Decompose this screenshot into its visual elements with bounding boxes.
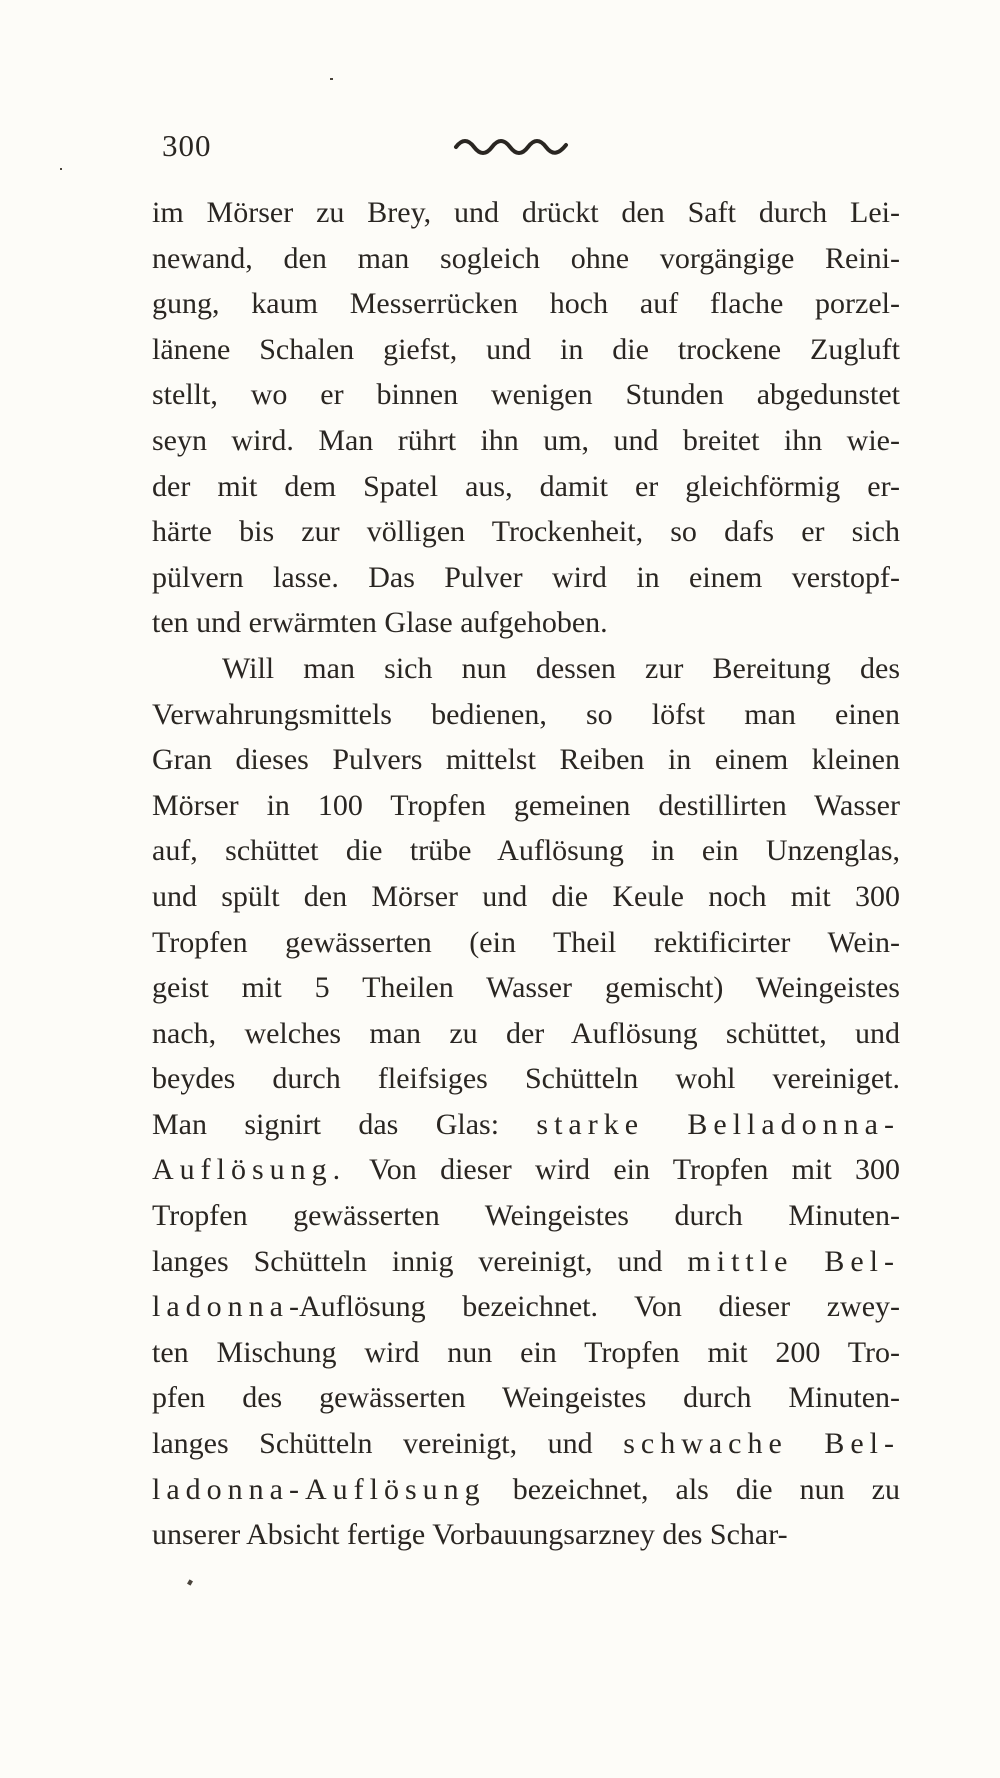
text-line (152, 1330, 900, 1376)
body-text (152, 190, 900, 1558)
paragraph (152, 646, 900, 1558)
text-line (152, 1375, 900, 1421)
text-run: Von dieser wird ein Tropfen mit 300 (346, 1153, 900, 1187)
header-ornament-icon (452, 136, 572, 156)
text-line (152, 783, 900, 829)
text-line (152, 372, 900, 418)
ink-speck (330, 78, 333, 80)
text-run: unserer Absicht fertige Vorbauungsarzney des Schar- (152, 1518, 788, 1552)
text-run: Verwahrungsmittels bedienen, so löfst man einen (152, 697, 900, 731)
text-line (152, 281, 900, 327)
emphasized-text: starke Belladonna- (536, 1107, 900, 1141)
text-run: Tropfen gewässerten (ein Theil rektificirter Wein- (152, 925, 900, 959)
text-line (152, 1193, 900, 1239)
text-line (152, 1284, 900, 1330)
text-run: langes Schütteln innig vereinigt, und (152, 1244, 688, 1278)
text-line (152, 874, 900, 920)
text-run: Tropfen gewässerten Weingeistes durch Minuten- (152, 1199, 900, 1233)
text-run: beydes durch fleifsiges Schütteln wohl vereiniget. (152, 1062, 900, 1096)
text-run: Will man sich nun dessen zur Bereitung des (222, 651, 900, 685)
page-number: 300 (162, 128, 212, 163)
text-line (152, 1239, 900, 1285)
ink-speck (187, 1579, 193, 1585)
text-run: pülvern lasse. Das Pulver wird in einem verstopf- (152, 560, 900, 594)
text-line (152, 646, 900, 692)
emphasized-text: ladonna (152, 1290, 289, 1324)
text-line (152, 600, 900, 646)
emphasized-text: schwache Bel- (623, 1427, 900, 1461)
text-line (152, 1467, 900, 1513)
text-line (152, 965, 900, 1011)
text-line (152, 828, 900, 874)
text-run: Mörser in 100 Tropfen gemeinen destillirten Wasser (152, 788, 900, 822)
text-line (152, 464, 900, 510)
text-run: Man signirt das Glas: (152, 1107, 537, 1141)
emphasized-text: Auflösung. (152, 1153, 347, 1187)
text-run: seyn wird. Man rührt ihn um, und breitet ihn wie- (152, 423, 900, 457)
text-line (152, 1056, 900, 1102)
text-line (152, 555, 900, 601)
text-run: gung, kaum Messerrücken hoch auf flache porzel- (152, 287, 900, 321)
text-run: auf, schüttet die trübe Auflösung in ein Unzenglas, (152, 834, 900, 868)
text-run: Gran dieses Pulvers mittelst Reiben in einem kleinen (152, 743, 900, 777)
text-run: härte bis zur völligen Trockenheit, so dafs er sich (152, 515, 900, 549)
text-run: ten und erwärmten Glase aufgehoben. (152, 606, 608, 640)
text-line (152, 1102, 900, 1148)
text-line (152, 190, 900, 236)
text-run: geist mit 5 Theilen Wasser gemischt) Weingeistes (152, 971, 900, 1005)
text-line (152, 1512, 900, 1558)
text-line (152, 1011, 900, 1057)
emphasized-text: ladonna-Auflösung (152, 1472, 486, 1506)
text-run: und spült den Mörser und die Keule noch mit 300 (152, 879, 900, 913)
text-line (152, 692, 900, 738)
text-run: ten Mischung wird nun ein Tropfen mit 200 Tro- (152, 1335, 900, 1369)
text-line (152, 418, 900, 464)
emphasized-text: mittle Bel- (687, 1244, 900, 1278)
text-line (152, 236, 900, 282)
text-run: -Auflösung bezeichnet. Von dieser zwey- (288, 1290, 900, 1324)
text-line (152, 327, 900, 373)
text-run: bezeichnet, als die nun zu (485, 1472, 900, 1506)
page-header (162, 128, 902, 168)
text-run: nach, welches man zu der Auflösung schüttet, und (152, 1016, 900, 1050)
text-run: länene Schalen giefst, und in die trockene Zugluft (152, 332, 900, 366)
ink-speck (60, 168, 62, 170)
text-run: im Mörser zu Brey, und drückt den Saft durch Lei- (152, 196, 900, 229)
text-run: stellt, wo er binnen wenigen Stunden abgedunstet (152, 378, 900, 412)
text-run: newand, den man sogleich ohne vorgängige Reini- (152, 241, 900, 275)
text-run: der mit dem Spatel aus, damit er gleichförmig er- (152, 469, 900, 503)
paragraph (152, 190, 900, 646)
text-line (152, 920, 900, 966)
text-line (152, 1421, 900, 1467)
text-run: pfen des gewässerten Weingeistes durch Minuten- (152, 1381, 900, 1415)
text-run: langes Schütteln vereinigt, und (152, 1427, 624, 1461)
text-line (152, 509, 900, 555)
text-line (152, 1147, 900, 1193)
text-line (152, 737, 900, 783)
